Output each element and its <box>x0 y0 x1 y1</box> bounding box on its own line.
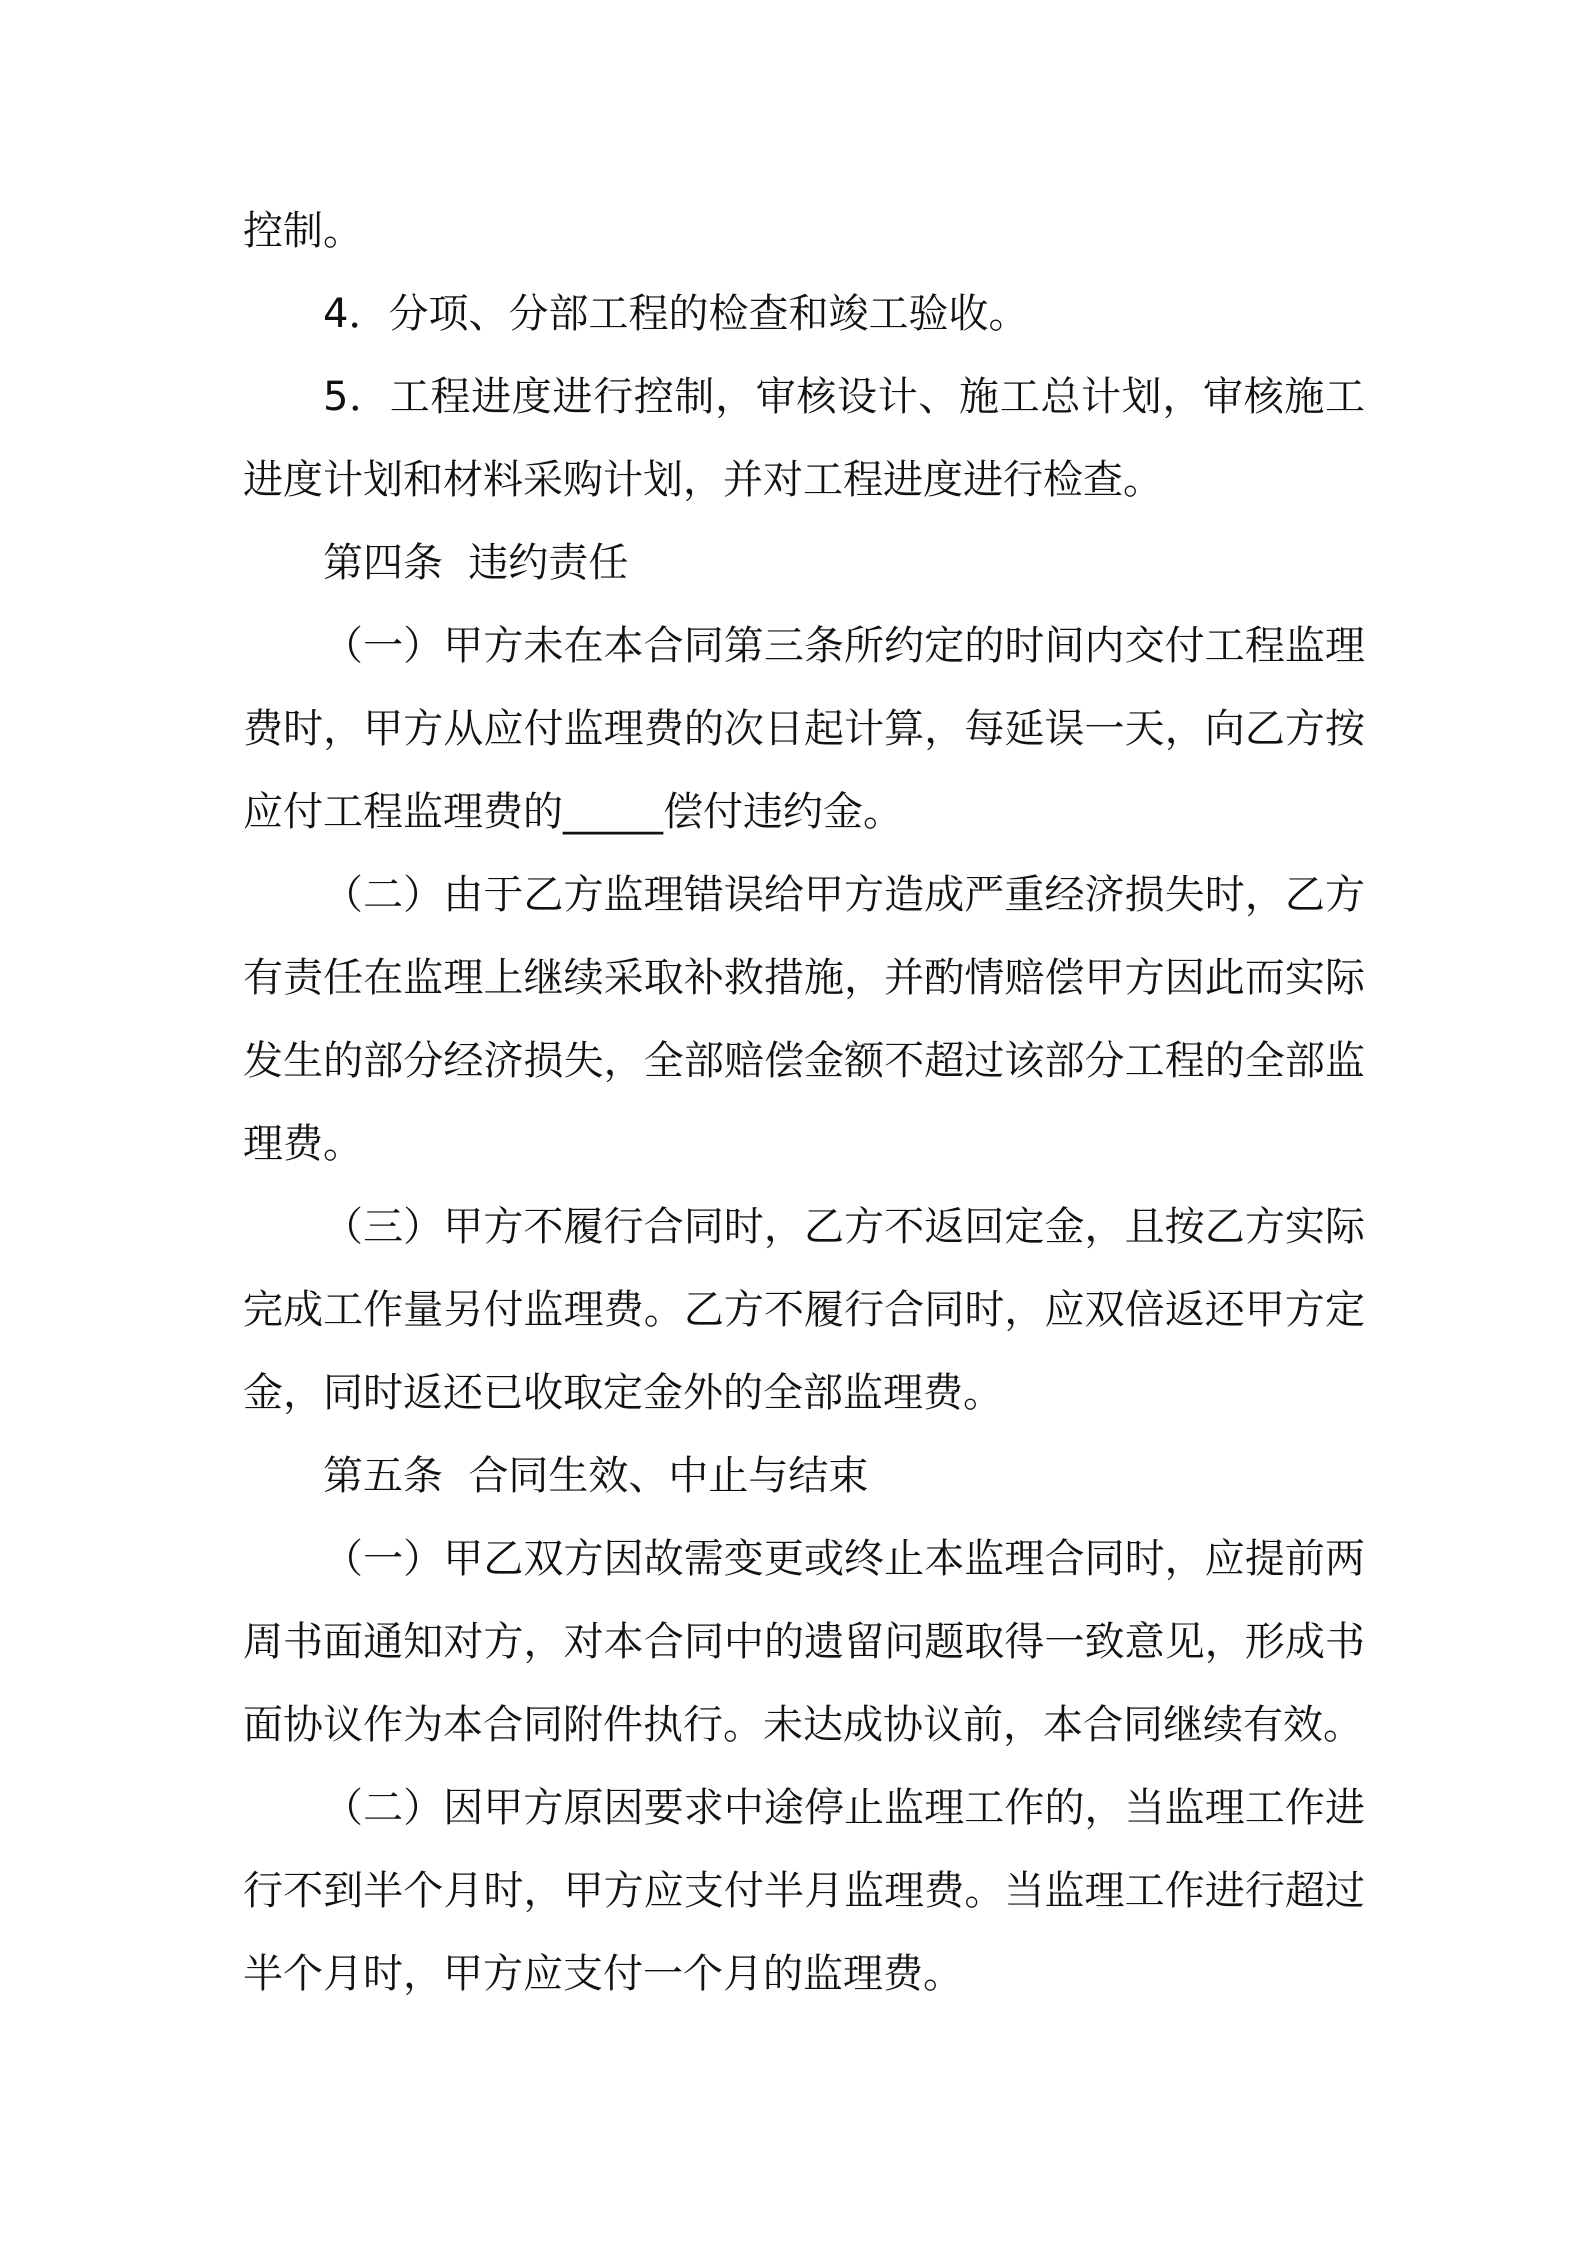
paragraph-article4-clause1: （一）甲方未在本合同第三条所约定的时间内交付工程监理费时，甲方从应付监理费的次日起计算，每延误一天，向乙方按应付工程监理费的_____偿付违约金。 <box>243 623 1365 835</box>
paragraph-article4-clause3: （三）甲方不履行合同时，乙方不返回定金，且按乙方实际完成工作量另付监理费。乙方不履行合同时，应双倍返还甲方定金，同时返还已收取定金外的全部监理费。 <box>243 1204 1365 1416</box>
paragraph-article5-clause1: （一）甲乙双方因故需变更或终止本监理合同时，应提前两周书面通知对方，对本合同中的遗留问题取得一致意见，形成书面协议作为本合同附件执行。未达成协议前，本合同继续有效。 <box>243 1536 1365 1748</box>
paragraph-continuation: 控制。 <box>243 208 363 254</box>
article-heading-4: 第四条 违约责任 <box>323 540 629 586</box>
paragraph-item-5: 5．工程进度进行控制，审核设计、施工总计划，审核施工进度计划和材料采购计划，并对工程进度进行检查。 <box>243 374 1365 503</box>
article-heading-5: 第五条 合同生效、中止与结束 <box>323 1453 869 1499</box>
paragraph-article5-clause2: （二）因甲方原因要求中途停止监理工作的，当监理工作进行不到半个月时，甲方应支付半月监理费。当监理工作进行超过半个月时，甲方应支付一个月的监理费。 <box>243 1785 1365 1997</box>
document-body <box>243 190 1365 2016</box>
paragraph-article4-clause2: （二）由于乙方监理错误给甲方造成严重经济损失时，乙方有责任在监理上继续采取补救措施，并酌情赔偿甲方因此而实际发生的部分经济损失，全部赔偿金额不超过该部分工程的全部监理费。 <box>243 872 1365 1167</box>
paragraph-item-4: 4．分项、分部工程的检查和竣工验收。 <box>323 291 1029 337</box>
